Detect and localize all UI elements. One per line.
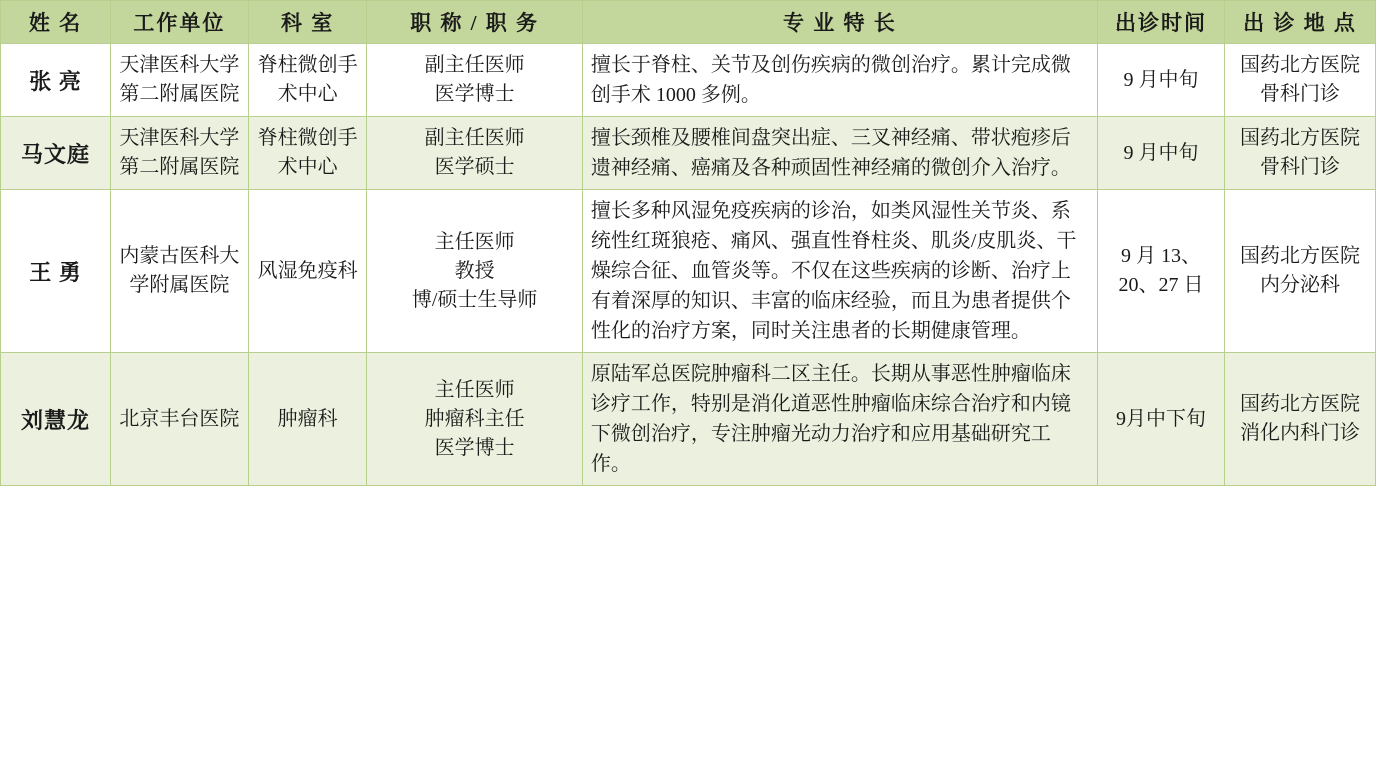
cell-department: 肿瘤科 (248, 353, 367, 486)
table-row (1, 44, 1376, 117)
table-body (1, 44, 1376, 486)
cell-department: 脊柱微创手术中心 (248, 44, 367, 117)
table-row (1, 117, 1376, 190)
cell-unit: 天津医科大学第二附属医院 (110, 44, 248, 117)
cell-name: 马文庭 (1, 117, 111, 190)
cell-place: 国药北方医院消化内科门诊 (1225, 353, 1376, 486)
column-header-name: 姓 名 (1, 1, 111, 44)
table-header (1, 1, 1376, 44)
cell-specialty: 擅长于脊柱、关节及创伤疾病的微创治疗。累计完成微创手术 1000 多例。 (582, 44, 1097, 117)
cell-name: 王 勇 (1, 190, 111, 353)
cell-specialty: 擅长多种风湿免疫疾病的诊治，如类风湿性关节炎、系统性红斑狼疮、痛风、强直性脊柱炎、肌炎/皮肌炎、干燥综合征、血管炎等。不仅在这些疾病的诊断、治疗上有着深厚的知识、丰富的临床经验，而且为患者提供个性化的治疗方案，同时关注患者的长期健康管理。 (582, 190, 1097, 353)
cell-time: 9 月中旬 (1097, 117, 1224, 190)
cell-department: 风湿免疫科 (248, 190, 367, 353)
cell-title: 主任医师 教授 博/硕士生导师 (367, 190, 583, 353)
cell-place: 国药北方医院骨科门诊 (1225, 117, 1376, 190)
cell-name: 刘慧龙 (1, 353, 111, 486)
cell-specialty: 擅长颈椎及腰椎间盘突出症、三叉神经痛、带状疱疹后遗神经痛、癌痛及各种顽固性神经痛的微创介入治疗。 (582, 117, 1097, 190)
column-header-place: 出 诊 地 点 (1225, 1, 1376, 44)
column-header-time: 出诊时间 (1097, 1, 1224, 44)
cell-time: 9月中下旬 (1097, 353, 1224, 486)
cell-title: 主任医师 肿瘤科主任 医学博士 (367, 353, 583, 486)
cell-unit: 北京丰台医院 (110, 353, 248, 486)
cell-title: 副主任医师 医学博士 (367, 44, 583, 117)
cell-time: 9 月中旬 (1097, 44, 1224, 117)
cell-specialty: 原陆军总医院肿瘤科二区主任。长期从事恶性肿瘤临床诊疗工作，特别是消化道恶性肿瘤临床综合治疗和内镜下微创治疗，专注肿瘤光动力治疗和应用基础研究工作。 (582, 353, 1097, 486)
table-header-row (1, 1, 1376, 44)
cell-unit: 天津医科大学第二附属医院 (110, 117, 248, 190)
cell-title: 副主任医师 医学硕士 (367, 117, 583, 190)
cell-time: 9 月 13、20、27 日 (1097, 190, 1224, 353)
table-row (1, 353, 1376, 486)
cell-place: 国药北方医院内分泌科 (1225, 190, 1376, 353)
table-row (1, 190, 1376, 353)
cell-unit: 内蒙古医科大学附属医院 (110, 190, 248, 353)
cell-department: 脊柱微创手术中心 (248, 117, 367, 190)
column-header-unit: 工作单位 (110, 1, 248, 44)
column-header-specialty: 专 业 特 长 (582, 1, 1097, 44)
cell-place: 国药北方医院骨科门诊 (1225, 44, 1376, 117)
cell-name: 张 亮 (1, 44, 111, 117)
column-header-title: 职 称 / 职 务 (367, 1, 583, 44)
column-header-department: 科 室 (248, 1, 367, 44)
